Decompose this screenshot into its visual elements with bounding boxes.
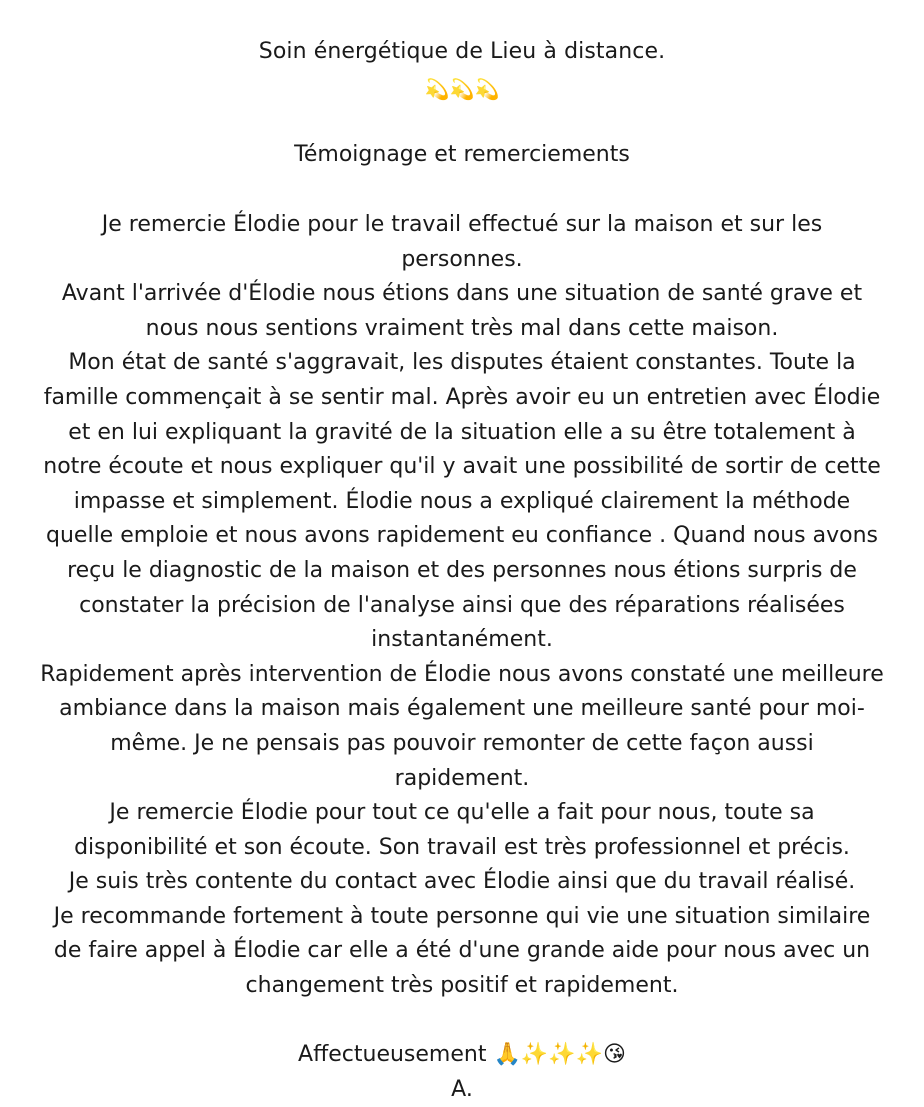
- sparkle-emoji-row: 💫💫💫: [424, 77, 500, 101]
- signature: A.: [451, 1077, 473, 1102]
- paragraph-before-arrival: Avant l'arrivée d'Élodie nous étions dans une situation de santé grave et nous nous sentions vraiment très mal dans cette maison.: [61, 281, 863, 341]
- document-subtitle: Témoignage et remerciements: [294, 142, 630, 167]
- paragraph-gratitude: Je remercie Élodie pour tout ce qu'elle a fait pour nous, toute sa disponibilité et son écoute. Son travail est très professionnel et précis.: [74, 800, 850, 860]
- paragraph-thanks: Je remercie Élodie pour le travail effectué sur la maison et sur les personnes.: [101, 212, 823, 272]
- closing-line: Affectueusement 🙏✨✨✨😘: [298, 1042, 626, 1067]
- document-title: Soin énergétique de Lieu à distance.: [258, 39, 666, 64]
- paragraph-health-situation: Mon état de santé s'aggravait, les disputes étaient constantes. Toute la famille commençait à se sentir mal. Après avoir eu un entretien avec Élodie et en lui expliquant la gravité de la situation elle a su être totalement à notre écoute et nous expliquer qu'il y avait une possibilité de sortir de cette impasse et simplement. Élodie nous a expliqué clairement la méthode quelle emploie et nous avons rapidement eu confiance . Quand nous avons reçu le diagnostic de la maison et des personnes nous étions surpris de constater la précision de l'analyse ainsi que des réparations réalisées instantanément.: [43, 350, 881, 653]
- paragraph-recommendation: Je recommande fortement à toute personne qui vie une situation similaire de faire appel à Élodie car elle a été d'une grande aide pour nous avec un changement très positif et rapidement.: [53, 903, 871, 999]
- paragraph-after-intervention: Rapidement après intervention de Élodie nous avons constaté une meilleure ambiance dans la maison mais également une meilleure santé pour moi-même. Je ne pensais pas pouvoir remonter de cette façon aussi rapidement.: [40, 661, 884, 791]
- paragraph-satisfaction: Je suis très contente du contact avec Élodie ainsi que du travail réalisé.: [68, 869, 856, 895]
- testimonial-body: [40, 208, 884, 1004]
